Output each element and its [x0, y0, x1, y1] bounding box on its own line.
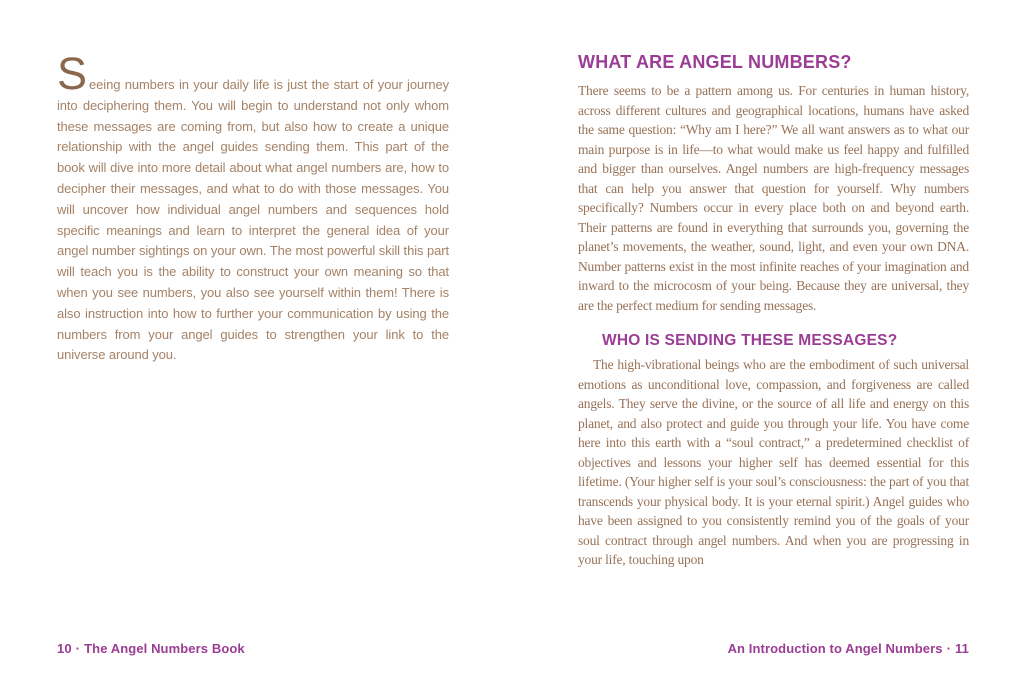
paragraph-who-is-sending: The high-vibrational beings who are the embodiment of such universal emotions as unconditional love, compassion, and forgiveness are called angels. They serve the divine, or the source of all life and energy on this planet, and also protect and guide you through your life. You have come here into this earth with a “soul contract,” a predetermined checklist of objectives and lessons your higher self has deemed essential for this lifetime. (Your higher self is your soul’s consciousness: the part of you that transcends your physical body. It is your eternal spirit.) Angel guides who have been assigned to you consistently remind you of the goals of your soul contract through angel numbers. And when you are progressing in your life, touching upon [578, 357, 969, 567]
subsection-heading: WHO IS SENDING THESE MESSAGES? [602, 332, 898, 349]
footer-separator-dot: · [946, 641, 952, 656]
left-page-footer [57, 641, 245, 656]
left-page-number: 10 [57, 641, 72, 656]
footer-separator-dot: · [75, 641, 81, 656]
paragraph-what-are-angel-numbers: There seems to be a pattern among us. For centuries in human history, across different cultures and geographical locations, humans have asked the same question: “Why am I here?” We all want answers as to what our main purpose is in life—to what would make us feel happy and fulfilled and bigger than ourselves. Angel numbers are high-frequency messages that can help you answer that question for yourself. Why numbers specifically? Numbers occur in every place both on and beyond earth. Their patterns are found in everything that surrounds you, governing the planet’s movements, the weather, sound, light, and even your own DNA. Number patterns exist in the most infinite reaches of your imagination and inward to the microcosm of your being. Because they are universal, they are the perfect medium for sending messages. [578, 83, 969, 313]
right-page-number: 11 [955, 641, 969, 656]
drop-cap-initial: S [57, 48, 88, 99]
left-page-paragraph [57, 48, 449, 366]
right-page-footer [578, 641, 969, 656]
book-title: The Angel Numbers Book [84, 641, 245, 656]
section-title: An Introduction to Angel Numbers [727, 641, 943, 656]
left-page-paragraph-text: eeing numbers in your daily life is just the start of your journey into deciphering them. You will begin to understand not only whom these messages are coming from, but also how to create a unique relationship with the angel guides sending them. This part of the book will dive into more detail about what angel numbers are, how to decipher their messages, and what to do with those messages. You will uncover how individual angel numbers and sequences hold specific meanings and learn to interpret the general idea of your angel number sightings on your own. The most powerful skill this part will teach you is the ability to construct your own meaning so that when you see numbers, you also see yourself within them! There is also instruction into how to further your communication by using the numbers from your angel guides to strengthen your link to the universe around you. [57, 77, 449, 363]
right-page-column [578, 52, 969, 570]
section-heading: WHAT ARE ANGEL NUMBERS? [578, 52, 852, 72]
